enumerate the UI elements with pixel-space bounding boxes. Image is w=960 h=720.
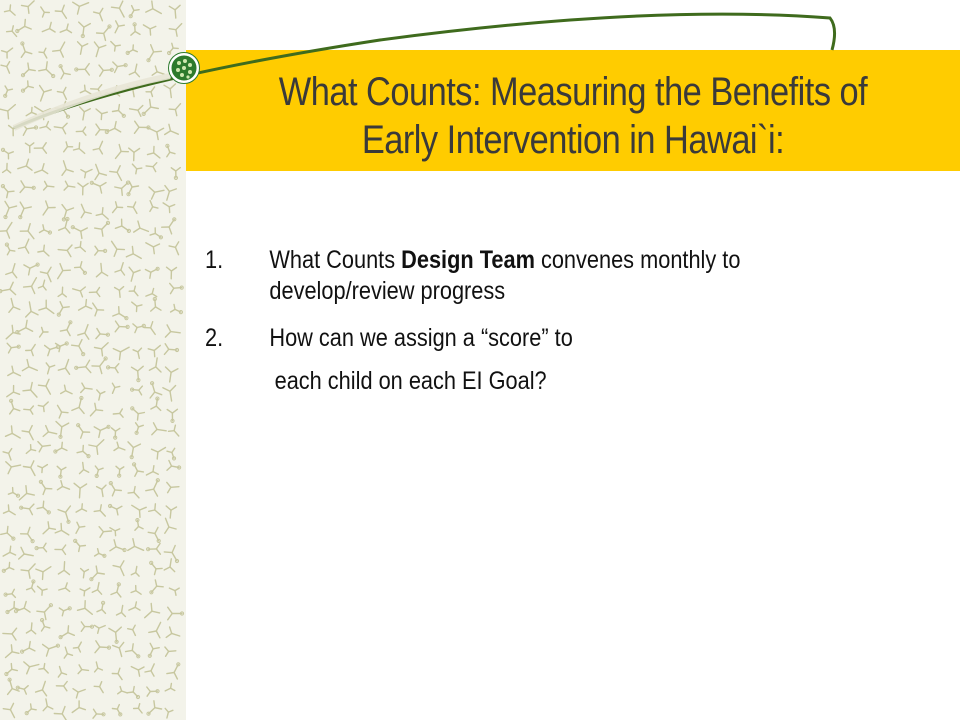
title-line-1: What Counts: Measuring the Benefits of (278, 70, 868, 114)
item-text-bold: Design Team (401, 246, 535, 274)
item-number: 1. (205, 246, 224, 274)
decorative-pattern-strip (0, 0, 186, 720)
title-line-2: Early Intervention in Hawai`i: (361, 118, 785, 162)
list-item (205, 323, 831, 354)
item-text-end: convenes monthly to develop/review progress (269, 246, 741, 305)
continuation-text: each child on each EI Goal? (274, 367, 547, 395)
bullet-list (205, 245, 831, 397)
list-item (205, 245, 831, 307)
item-text: How can we assign a “score” to (269, 324, 573, 352)
item-text-start: What Counts (269, 246, 402, 274)
slide-title (252, 68, 894, 164)
item-text (269, 245, 831, 307)
item-number: 2. (205, 324, 224, 352)
